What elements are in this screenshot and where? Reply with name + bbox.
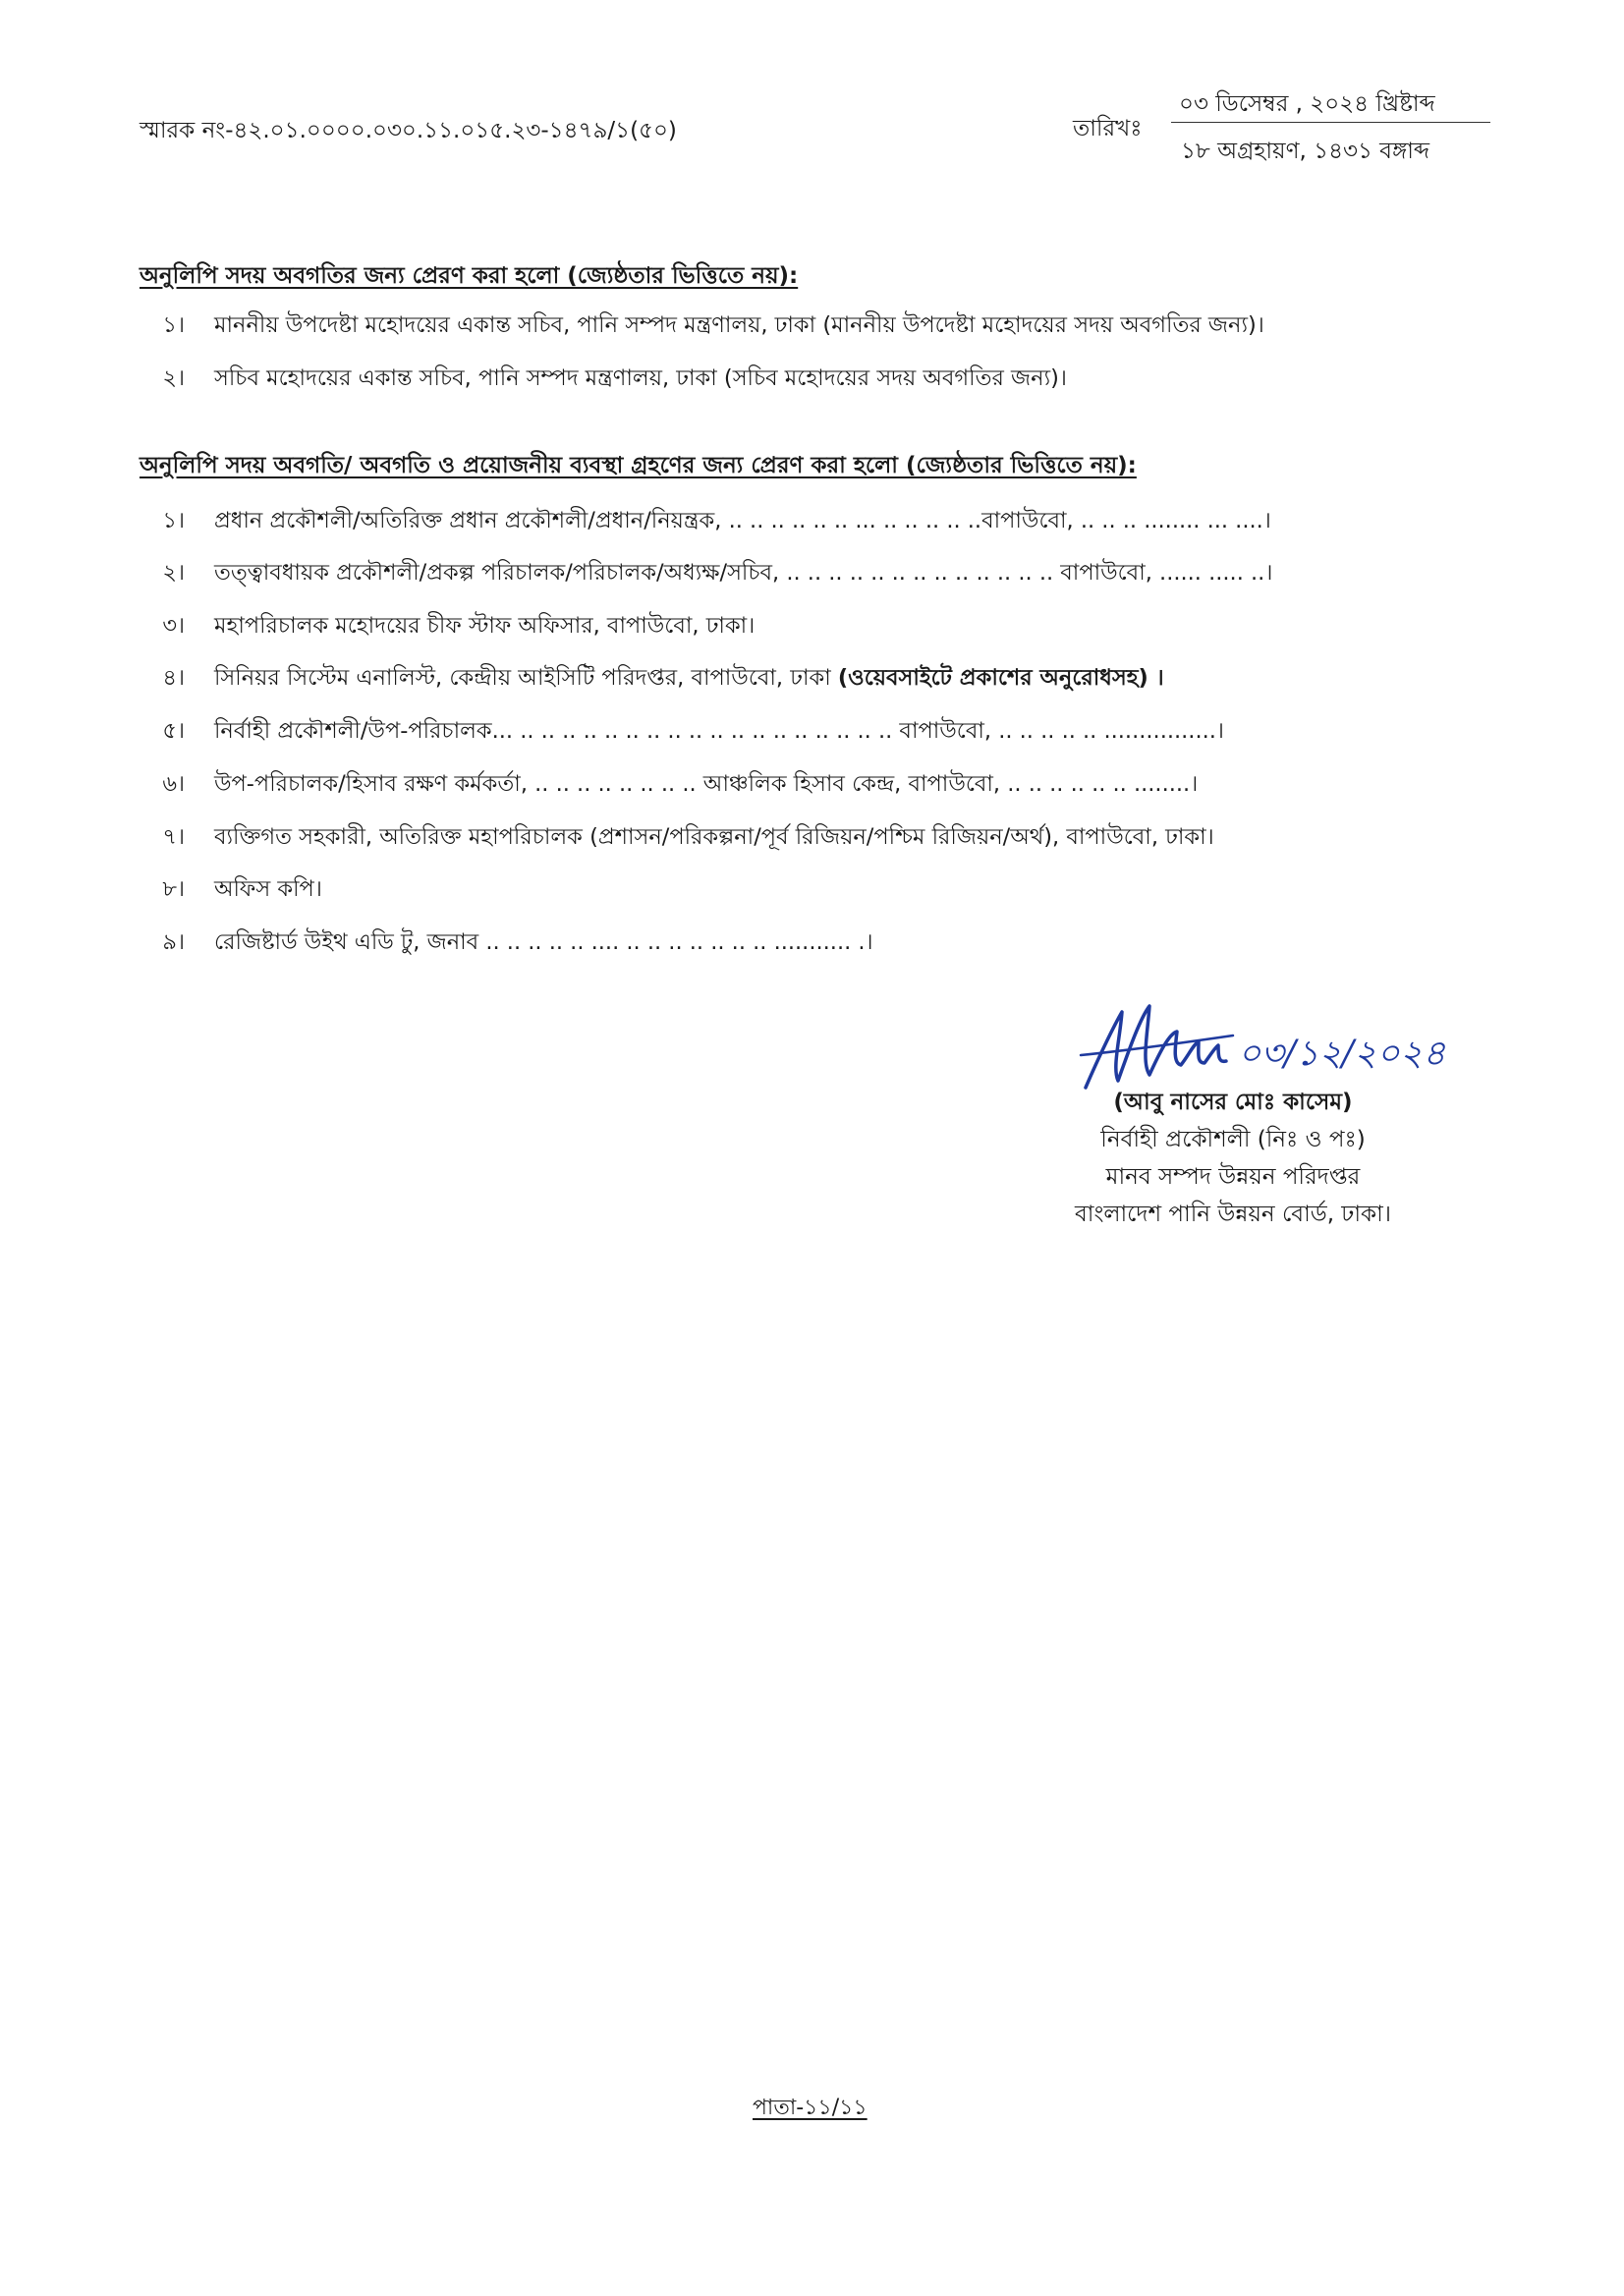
item-text: নির্বাহী প্রকৌশলী/উপ-পরিচালক... .. .. .. .. .. .. .. .. .. .. .. .. .. .. .. .. .. .. বাপাউবো, .. .. .. .. .. ................। — [214, 718, 1224, 744]
item-text: তত্ত্বাবধায়ক প্রকৌশলী/প্রকল্প পরিচালক/পরিচালক/অধ্যক্ষ/সচিব, .. .. .. .. .. .. .. .. .. .. .. .. .. বাপাউবো, ...... ..... ..। — [214, 560, 1273, 586]
item-text: উপ-পরিচালক/হিসাব রক্ষণ কর্মকর্তা, .. .. .. .. .. .. .. .. আঞ্চলিক হিসাব কেন্দ্র, বাপাউবো, .. .. .. .. .. .. ........। — [214, 771, 1199, 797]
date-divider — [1171, 122, 1490, 123]
item-text: ব্যক্তিগত সহকারী, অতিরিক্ত মহাপরিচালক (প্রশাসন/পরিকল্পনা/পূর্ব রিজিয়ন/পশ্চিম রিজিয়ন/অর্থ), বাপাউবো, ঢাকা। — [214, 824, 1214, 850]
item-text: সচিব মহোদয়ের একান্ত সচিব, পানি সম্পদ মন্ত্রণালয়, ঢাকা (সচিব মহোদয়ের সদয় অবগতির জন্য)। — [214, 365, 1067, 391]
item-number: ১। — [162, 312, 185, 338]
date-gregorian: ০৩ ডিসেম্বর , ২০২৪ খ্রিষ্টাব্দ — [1179, 91, 1435, 117]
item-number: ৬। — [162, 771, 185, 797]
item-number: ৯। — [162, 929, 185, 955]
item-number: ২। — [162, 365, 185, 391]
page-number: পাতা-১১/১১ — [753, 2096, 868, 2120]
signatory-name: (আবু নাসের মোঃ কাসেম) — [1113, 1090, 1353, 1115]
item-text: অফিস কপি। — [214, 876, 322, 902]
signature-block — [1022, 1084, 1444, 1233]
item-number: ৩। — [162, 613, 185, 639]
date-label: তারিখঃ — [1073, 116, 1143, 141]
item-text-line — [214, 660, 1164, 698]
item-number: ৪। — [162, 665, 185, 691]
section2-heading: অনুলিপি সদয় অবগতি/ অবগতি ও প্রয়োজনীয় ব্যবস্থা গ্রহণের জন্য প্রেরণ করা হলো (জ্যেষ্ঠতার ভিত্তিতে নয়): — [140, 453, 1137, 478]
signatory-department: মানব সম্পদ উন্নয়ন পরিদপ্তর — [1105, 1164, 1361, 1190]
item-text-bold: (ওয়েবসাইটে প্রকাশের অনুরোধসহ) । — [837, 665, 1164, 691]
item-text: মাননীয় উপদেষ্টা মহোদয়ের একান্ত সচিব, পানি সম্পদ মন্ত্রণালয়, ঢাকা (মাননীয় উপদেষ্টা মহোদয়ের সদয় অবগতির জন্য)। — [214, 312, 1264, 338]
item-number: ১। — [162, 508, 185, 533]
item-number: ৮। — [162, 876, 185, 902]
section1-heading: অনুলিপি সদয় অবগতির জন্য প্রেরণ করা হলো (জ্যেষ্ঠতার ভিত্তিতে নয়): — [140, 263, 799, 289]
item-text: সিনিয়র সিস্টেম এনালিস্ট, কেন্দ্রীয় আইসিটি পরিদপ্তর, বাপাউবো, ঢাকা — [214, 665, 838, 691]
signature-date: ০৩/১২/২০২৪ — [1238, 1034, 1446, 1074]
date-bangla: ১৮ অগ্রহায়ণ, ১৪৩১ বঙ্গাব্দ — [1181, 139, 1430, 164]
item-text: রেজিষ্টার্ড উইথ এডি টু, জনাব .. .. .. .. .. .... .. .. .. .. .. .. .. ........... .। — [214, 929, 873, 955]
item-number: ২। — [162, 560, 185, 586]
signature-scribble — [1061, 994, 1523, 1092]
item-number: ৭। — [162, 824, 185, 850]
signatory-organization: বাংলাদেশ পানি উন্নয়ন বোর্ড, ঢাকা। — [1075, 1202, 1391, 1227]
item-number: ৫। — [162, 718, 185, 744]
memo-number: স্মারক নং-৪২.০১.০০০০.০৩০.১১.০১৫.২৩-১৪৭৯/১(৫০) — [140, 118, 677, 143]
signatory-designation: নির্বাহী প্রকৌশলী (নিঃ ও পঃ) — [1100, 1127, 1366, 1152]
item-text: প্রধান প্রকৌশলী/অতিরিক্ত প্রধান প্রকৌশলী/প্রধান/নিয়ন্ত্রক, .. .. .. .. .. .. ... .. .. .. .. ..বাপাউবো, .. .. .. ........ ... ....। — [214, 508, 1271, 533]
item-text: মহাপরিচালক মহোদয়ের চীফ স্টাফ অফিসার, বাপাউবো, ঢাকা। — [214, 613, 756, 639]
